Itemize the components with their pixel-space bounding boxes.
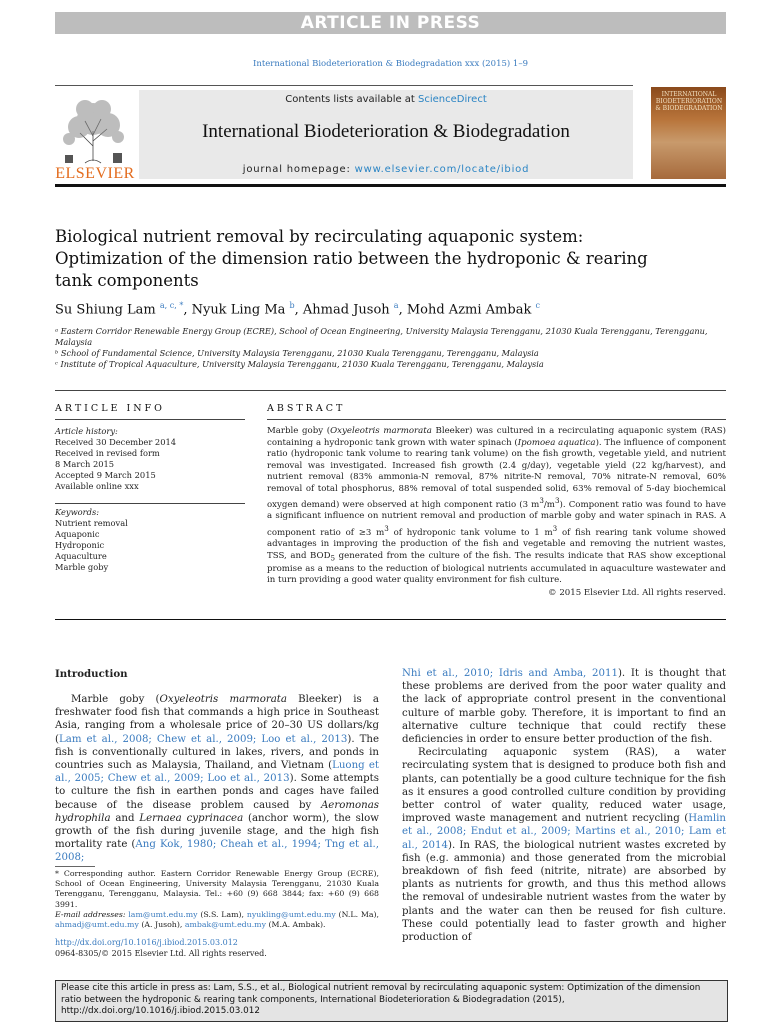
abstract-heading: ABSTRACT [267, 403, 346, 414]
affiliation-a: ᵃ Eastern Corridor Renewable Energy Group (ECRE), School of Ocean Engineering, University Malaysia Terengganu, 21030 Kuala Terengganu, Terengganu, Malaysia [55, 326, 708, 347]
citation-notice: Please cite this article in press as: Lam, S.S., et al., Biological nutrient removal by recirculating aquaponic system: Optimization of the dimension ratio between the hydroponic & rearing tank components, International Biodeterioration & Biodegradation (2015), http://dx.doi.org/10.1016/j.ibiod.2015.03.012 [55, 980, 728, 1022]
body-column-right: Nhi et al., 2010; Idris and Amba, 2011). It is thought that these problems are derived from the poor water quality and the lack of appropriate control present in the conventional culture of marble goby. Therefore, it is important to find an alternative culture technique that could rectify these deficiencies in order to ensure better production of the fish. Recirculating aquaponic system (RAS), a water recirculating system that is designed to produce both fish and plants, can potentially be a good culture technique for the fish as it ensures a good controlled culture condition by providing better control of water quality, reduced water usage, improved waste management and nutrient recycling (Hamlin et al., 2008; Endut et al., 2009; Martins et al., 2010; Lam et al., 2014). In RAS, the biological nutrient wastes excreted by fish (e.g. ammonia) and those generated from the microbial breakdown of fish feed (nitrite, nitrate) are absorbed by plants as nutrients for growth, and thus this method allows the removal of undesirable nutrient wastes from the water by plants and the water can then be reused for fish culture. These could potentially lead to faster growth and higher production of [402, 668, 727, 944]
doi-block [55, 938, 267, 959]
author-name[interactable]: Su Shiung Lam [55, 302, 156, 318]
corresponding-author-footnote: * Corresponding author. Eastern Corridor Renewable Energy Group (ECRE), School of Ocean Engineering, University Malaysia Terengganu, 21030 Kuala Terengganu, Terengganu, Malaysia. Tel.: +60 (9) 668 3844; fax: +60 (9) 668 3991. E-mail addresses: lam@umt.edu.my (S.S. Lam), nyukling@umt.edu.my (N.L. Ma), ahmadj@umt.edu.my (A. Jusoh), ambak@umt.edu.my (M.A. Ambak). [55, 869, 379, 930]
introduction-heading: Introduction [55, 668, 128, 680]
affiliation-b: ᵇ School of Fundamental Science, University Malaysia Terengganu, 21030 Kuala Terengganu, Terengganu, Malaysia [55, 348, 539, 358]
author-affiliation-marker[interactable]: a [393, 301, 399, 310]
journal-name: International Biodeterioration & Biodegradation [202, 121, 570, 142]
article-history: Article history: Received 30 December 2014 Received in revised form 8 March 2015 Accepted 9 March 2015 Available online xxx [55, 426, 177, 491]
article-info-heading: ARTICLE INFO [55, 403, 165, 414]
footnote-rule [55, 866, 95, 867]
sciencedirect-link[interactable]: ScienceDirect [418, 94, 487, 105]
affiliations [55, 326, 726, 370]
email-link[interactable]: nyukling@umt.edu.my [246, 909, 336, 919]
keywords-rule [55, 503, 245, 504]
affiliation-c: ᶜ Institute of Tropical Aquaculture, University Malaysia Terengganu, 21030 Kuala Terengganu, Terengganu, Malaysia [55, 359, 544, 369]
author-name[interactable]: Mohd Azmi Ambak [406, 302, 532, 318]
article-info-rule [55, 419, 245, 420]
email-link[interactable]: lam@umt.edu.my [128, 909, 198, 919]
keyword: Nutrient removal [55, 518, 128, 528]
email-link[interactable]: ambak@umt.edu.my [184, 920, 266, 930]
body-column-left: Marble goby (Oxyeleotris marmorata Bleeker) is a freshwater food fish that commands a high price in Southeast Asia, ranging from a wholesale price of 20–30 US dollars/kg (Lam et al., 2008; Chew et al., 2009; Loo et al., 2013). The fish is conventionally cultured in lakes, rivers, and ponds in countries such as Malaysia, Thailand, and Vietnam (Luong et al., 2005; Chew et al., 2009; Loo et al., 2013). Some attempts to culture the fish in earthen ponds and cages have failed because of the disease problem caused by Aeromonas hydrophila and Lernaea cyprinacea (anchor worm), the slow growth of the fish during juvenile stage, and the high fish mortality rate (Ang Kok, 1980; Cheah et al., 1994; Tng et al., 2008; [55, 694, 380, 864]
elsevier-wordmark: ELSEVIER [55, 165, 135, 182]
author-name[interactable]: Nyuk Ling Ma [191, 302, 286, 318]
header-top-rule [55, 85, 633, 86]
journal-homepage-line: journal homepage: www.elsevier.com/locate/ibiod [242, 164, 530, 175]
section-divider [55, 390, 726, 391]
abstract-copyright: © 2015 Elsevier Ltd. All rights reserved. [548, 588, 726, 598]
author-name[interactable]: Ahmad Jusoh [302, 302, 390, 318]
abstract-rule [267, 419, 726, 420]
abstract-bottom-rule [55, 619, 726, 620]
article-title: Biological nutrient removal by recirculating aquaponic system: Optimization of the dimension ratio between the hydroponic & rearing tank components [55, 227, 648, 290]
author-list: Su Shiung Lam $^{a, c, *}$, Nyuk Ling Ma $^b$, Ahmad Jusoh $^a$, Mohd Azmi Ambak $^c$ [55, 301, 540, 318]
doi-link[interactable]: http://dx.doi.org/10.1016/j.ibiod.2015.03.012 [55, 938, 238, 947]
keyword: Aquaculture [55, 551, 107, 561]
author-affiliation-marker[interactable]: c [535, 301, 540, 310]
contents-line: Contents lists available at ScienceDirect [285, 94, 487, 105]
issn-line: 0964-8305/© 2015 Elsevier Ltd. All rights reserved. [55, 948, 267, 958]
abstract-text: Marble goby (Oxyeleotris marmorata Bleeker) was cultured in a recirculating aquaponic system (RAS) containing a hydroponic tank grown with water spinach (Ipomoea aquatica). The influence of component ratio (hydroponic tank volume to rearing tank volume) on the fish growth, vegetable yield, and nutrient removal was investigated. Increased fish growth (2.4 g/day), vegetable yield (22 kg/harvest), and nutrient removal (83% ammonia-N removal, 87% nitrite-N removal, 70% nitrate-N removal, 60% removal of total phosphorus, 88% removal of total suspended solid, 63% removal of 5-day biochemical oxygen demand) were observed at high component ratio (3 $m^3/m^3$). Component ratio was found to have a significant influence on nutrient removal and production of marble goby and water spinach in RAS. A component ratio of ≥3 $m^3$ of hydroponic tank volume to 1 $m^3$ of fish rearing tank volume showed advantages in improving the production of the fish and vegetable and removing the nutrient wastes, TSS, and $BOD_5$ generated from the culture of the fish. The results indicate that RAS show exceptional promise as a means to the reduction of biological nutrients accumulated in aquaculture wastewater and in turn providing a good water quality environment for fish culture. [267, 426, 726, 586]
journal-homepage-link[interactable]: www.elsevier.com/locate/ibiod [354, 164, 530, 175]
article-in-press-banner: ARTICLE IN PRESS [55, 12, 726, 34]
keywords: Keywords: Nutrient removal Aquaponic Hydroponic Aquaculture Marble goby [55, 507, 245, 573]
author-affiliation-marker[interactable]: b [289, 301, 295, 310]
journal-cover-title: INTERNATIONAL BIODETERIORATION & BIODEGRADATION [655, 91, 723, 112]
journal-reference-link[interactable]: International Biodeterioration & Biodegradation xxx (2015) 1–9 [252, 59, 528, 69]
keyword: Aquaponic [55, 529, 100, 539]
header-bottom-rule [55, 184, 726, 187]
keyword: Marble goby [55, 562, 109, 572]
author-affiliation-marker[interactable]: a, c, * [159, 301, 184, 310]
keyword: Hydroponic [55, 540, 105, 550]
email-link[interactable]: ahmadj@umt.edu.my [55, 920, 139, 930]
